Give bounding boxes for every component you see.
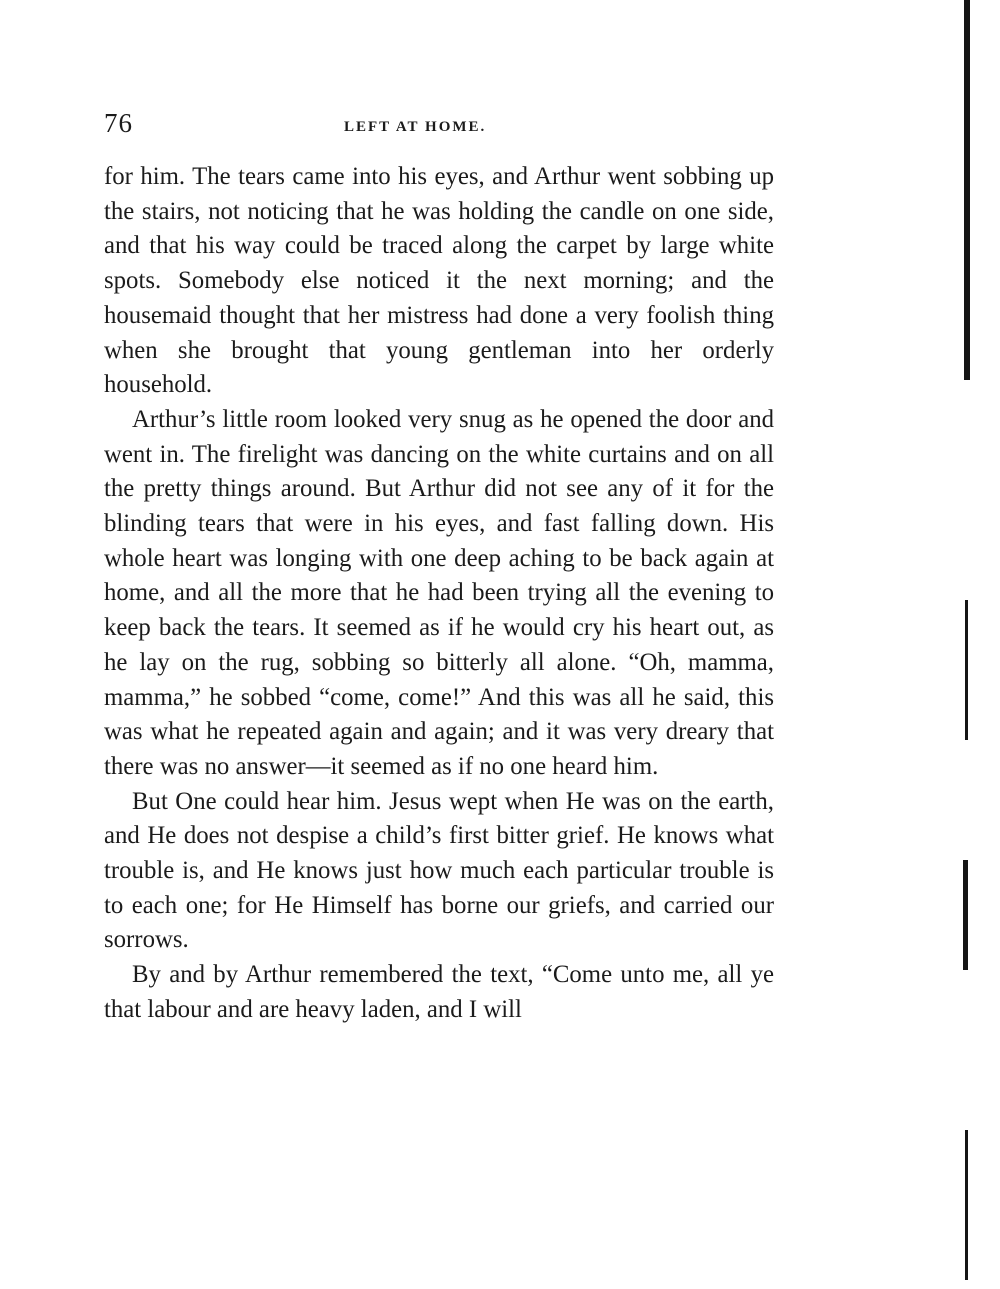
scan-edge-artifact bbox=[956, 0, 972, 1289]
paragraph-1: for him. The tears came into his eyes, and Arthur went sobbing up the stairs, not noticing that he was holding the candle on one side, and that his way could be traced along the carpet by large white spots. Somebody else noticed it the next morning; and the housemaid thought that her mistress had done a very foolish thing when she brought that young gentleman into her orderly household. bbox=[104, 163, 774, 399]
running-title: LEFT AT HOME. bbox=[344, 119, 487, 135]
paragraph-4: By and by Arthur remembered the text, “Come unto me, all ye that labour and are heavy laden, and I will bbox=[104, 961, 774, 1023]
body-text bbox=[104, 160, 774, 1028]
paragraph-2: Arthur’s little room looked very snug as he opened the door and went in. The firelight was dancing on the white curtains and on all the pretty things around. But Arthur did not see any of it for the blinding tears that were in his eyes, and fast falling down. His whole heart was longing with one deep aching to be back again at home, and all the more that he had been trying all the evening to keep back the tears. It seemed as if he would cry his heart out, as he lay on the rug, sobbing so bitterly all alone. “Oh, mamma, mamma,” he sobbed “come, come!” And this was all he said, this was what he repeated again and again; and it was very dreary that there was no answer—it seemed as if no one heard him. bbox=[104, 405, 774, 780]
page-header bbox=[104, 108, 774, 148]
page-number: 76 bbox=[104, 108, 133, 138]
paragraph-3: But One could hear him. Jesus wept when He was on the earth, and He does not despise a child’s first bitter grief. He knows what trouble is, and He knows just how much each particular trouble is to each one; for He Himself has borne our griefs, and carried our sorrows. bbox=[104, 787, 774, 954]
